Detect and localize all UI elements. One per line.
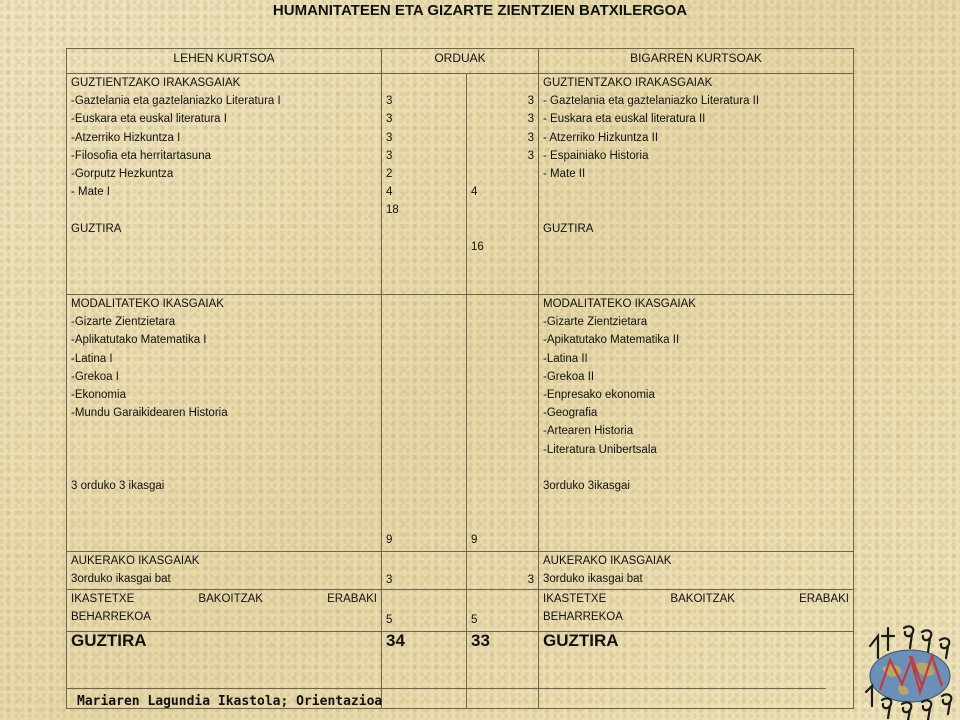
list-item: GUZTIENTZAKO IRAKASGAIAK bbox=[543, 77, 713, 89]
list-item: -Grekoa I bbox=[71, 370, 119, 383]
modality-subjects-row bbox=[67, 295, 854, 552]
optional-subjects-second: AUKERAKO IKASGAIAK 3orduko ikasgai bat bbox=[539, 552, 854, 590]
list-item: -Filosofia eta herritartasuna bbox=[71, 149, 211, 162]
modality-subjects-second bbox=[539, 295, 854, 552]
header-second-course: BIGARREN KURTSOAK bbox=[539, 49, 854, 74]
hours-value: 3 bbox=[386, 131, 393, 144]
list-item bbox=[71, 201, 377, 219]
list-item: -Aplikatutako Matematika I bbox=[71, 334, 207, 347]
list-item: - Espainiako Historia bbox=[543, 149, 649, 162]
modality-hours-first: 9 bbox=[382, 295, 467, 552]
list-item: -Ekonomia bbox=[71, 389, 126, 402]
hours-value: 3 bbox=[386, 95, 393, 108]
hours-value: 3 bbox=[386, 113, 393, 126]
total-label-first: GUZTIRA bbox=[67, 632, 382, 709]
list-item: -Geografia bbox=[543, 407, 598, 420]
hours-value: 3 bbox=[527, 113, 534, 126]
list-item: - Mate II bbox=[543, 168, 586, 181]
list-item: MODALITATEKO IKASGAIAK bbox=[543, 298, 696, 310]
curriculum-table bbox=[66, 48, 854, 709]
hours-value: 3 bbox=[527, 149, 534, 162]
total-hours-first: 34 bbox=[382, 632, 467, 709]
footer-credit: Mariaren Lagundia Ikastola; Orientazioa bbox=[77, 694, 383, 709]
list-item: - Euskara eta euskal literatura II bbox=[543, 113, 706, 126]
common-subjects-row bbox=[67, 74, 854, 295]
modality-hours-second: 9 bbox=[467, 295, 539, 552]
modality-subjects-first bbox=[67, 295, 382, 552]
list-item: - Gaztelania eta gaztelaniazko Literatura II bbox=[543, 95, 760, 108]
school-decision-second: IKASTETXE BAKOITZAK ERABAKI BEHARREKOA bbox=[539, 590, 854, 632]
list-item: -Gizarte Zientzietara bbox=[543, 316, 648, 329]
footer-divider bbox=[66, 688, 826, 689]
school-hours-first: 5 bbox=[382, 590, 467, 632]
list-item: -Artearen Historia bbox=[543, 425, 634, 438]
list-item: 3 orduko 3 ikasgai bbox=[71, 480, 165, 493]
optional-subjects-first: AUKERAKO IKASGAIAK 3orduko ikasgai bat bbox=[67, 552, 382, 590]
list-item: GUZTIRA bbox=[71, 222, 122, 235]
list-item: MODALITATEKO IKASGAIAK bbox=[71, 298, 224, 310]
optional-hours-second: 3 bbox=[467, 552, 539, 590]
list-item: -Gaztelania eta gaztelaniazko Literatura I bbox=[71, 95, 281, 108]
list-item: -Atzerriko Hizkuntza I bbox=[71, 131, 181, 144]
list-item: -Mundu Garaikidearen Historia bbox=[71, 407, 228, 420]
header-hours: ORDUAK bbox=[382, 49, 539, 74]
hours-value: 3 bbox=[386, 149, 393, 162]
total-label-second: GUZTIRA bbox=[539, 632, 854, 709]
list-item: -Gizarte Zientzietara bbox=[71, 316, 176, 329]
optional-subjects-row bbox=[67, 552, 854, 590]
list-item: -Literatura Unibertsala bbox=[543, 443, 657, 456]
list-item: 3orduko 3ikasgai bbox=[543, 480, 630, 493]
common-subjects-second bbox=[539, 74, 854, 295]
common-subjects-first bbox=[67, 74, 382, 295]
list-item: -Euskara eta euskal literatura I bbox=[71, 113, 227, 126]
list-item: -Apikatutako Matematika II bbox=[543, 334, 680, 347]
list-item: GUZTIRA bbox=[543, 222, 594, 235]
list-item: -Grekoa II bbox=[543, 370, 595, 383]
total-hours-second: 33 bbox=[467, 632, 539, 709]
list-item: - Mate I bbox=[71, 186, 110, 199]
header-first-course: LEHEN KURTSOA bbox=[67, 49, 382, 74]
list-item: -Latina II bbox=[543, 352, 588, 365]
common-hours-second bbox=[467, 74, 539, 295]
header-row bbox=[67, 49, 854, 74]
school-hours-second: 5 bbox=[467, 590, 539, 632]
hours-value: 4 bbox=[386, 186, 393, 199]
list-item: GUZTIENTZAKO IRAKASGAIAK bbox=[71, 77, 241, 89]
hours-value: 3 bbox=[527, 131, 534, 144]
list-item: -Latina I bbox=[71, 352, 113, 365]
school-logo bbox=[858, 606, 960, 720]
hours-total: 16 bbox=[471, 240, 484, 253]
list-item: -Enpresako ekonomia bbox=[543, 389, 655, 402]
hours-value: 4 bbox=[471, 186, 478, 199]
common-hours-first bbox=[382, 74, 467, 295]
hours-total: 18 bbox=[386, 204, 399, 217]
optional-hours-first: 3 bbox=[382, 552, 467, 590]
list-item: -Gorputz Hezkuntza bbox=[71, 168, 174, 181]
school-decision-first: IKASTETXE BAKOITZAK ERABAKI BEHARREKOA bbox=[67, 590, 382, 632]
school-decision-row bbox=[67, 590, 854, 632]
page-title: HUMANITATEEN ETA GIZARTE ZIENTZIEN BATXILERGOA bbox=[272, 2, 688, 19]
hours-value: 2 bbox=[386, 168, 393, 181]
list-item: - Atzerriko Hizkuntza II bbox=[543, 131, 659, 144]
hours-value: 3 bbox=[527, 95, 534, 108]
